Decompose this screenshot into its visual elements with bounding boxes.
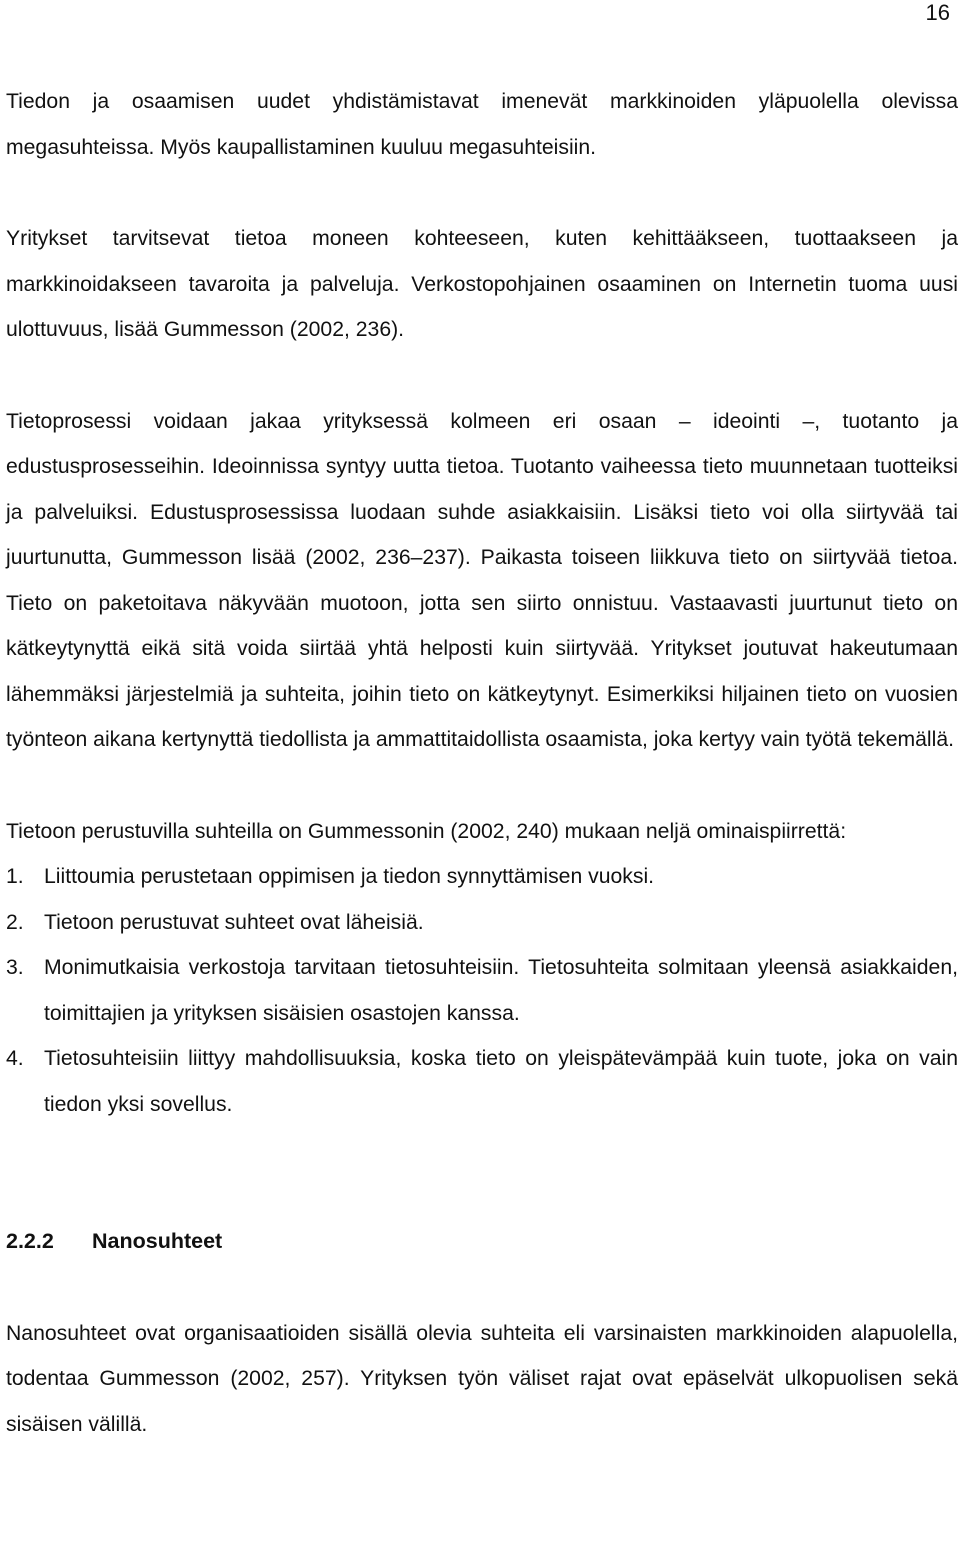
paragraph-gap	[6, 763, 958, 809]
page-number: 16	[925, 0, 950, 25]
list-item	[6, 945, 958, 1036]
list-item-number: 4.	[6, 1047, 24, 1070]
list-item-text: Liittoumia perustetaan oppimisen ja tiedon synnyttämisen vuoksi.	[44, 865, 655, 888]
paragraph-gap	[6, 1265, 958, 1311]
paragraph-ominaispiirteet-intro: Tietoon perustuvilla suhteilla on Gummessonin (2002, 240) mukaan neljä ominaispiirrettä:	[6, 819, 847, 843]
list-item-number: 3.	[6, 956, 24, 979]
section-gap	[6, 1127, 958, 1173]
section-title: Nanosuhteet	[92, 1229, 223, 1253]
list-item	[6, 900, 958, 946]
paragraph-nanosuhteet: Nanosuhteet ovat organisaatioiden sisällä olevia suhteita eli varsinaisten markkinoiden alapuolella, todentaa Gummesson (2002, 257). Yrityksen työn väliset rajat ovat epäselvät ulkopuolisen sekä sisäisen välillä.	[6, 1321, 958, 1436]
list-item-text: Tietoon perustuvat suhteet ovat läheisiä.	[44, 910, 424, 934]
list-item-number: 2.	[6, 910, 24, 934]
paragraph-tietoprosessi: Tietoprosessi voidaan jakaa yrityksessä kolmeen eri osaan – ideointi –, tuotanto ja edustusprosesseihin. Ideoinnissa syntyy uutta tietoa. Tuotanto vaiheessa tieto muunnetaan tuotteiksi ja palveluiksi. Edustusprosessissa luodaan suhde asiakkaisiin. Lisäksi tieto voi olla siirtyvää tai juurtunutta, Gummesson lisää (2002, 236–237). Paikasta toiseen liikkuva tieto on siirtyvää tietoa. Tieto on paketoitava näkyvään muotoon, jotta sen siirto onnistuu. Vastaavasti juurtunut tieto on kätkeytynyttä eikä sitä voida siirtää yhtä helposti kuin siirtyvää. Yritykset joutuvat hakeutumaan lähemmäksi järjestelmiä ja suhteita, joihin tieto on kätkeytynyt. Esimerkiksi hiljainen tieto on vuosien työnteon aikana kertynyttä tiedollista ja ammattitaidollista osaamista, joka kertyy vain työtä tekemällä.	[6, 409, 958, 751]
section-gap	[6, 1173, 958, 1219]
document-body	[6, 79, 958, 1447]
section-number: 2.2.2	[6, 1229, 54, 1253]
paragraph-tiedon-tarve: Yritykset tarvitsevat tietoa moneen kohteeseen, kuten kehittääkseen, tuottaakseen ja markkinoidakseen tavaroita ja palveluja. Verkostopohjainen osaaminen on Internetin tuoma uusi ulottuvuus, lisää Gummesson (2002, 236).	[6, 227, 958, 341]
list-item-text: Tietosuhteisiin liittyy mahdollisuuksia, koska tieto on yleispätevämpää kuin tuote, joka on vain tiedon yksi sovellus.	[44, 1047, 958, 1116]
section-heading	[6, 1219, 958, 1265]
paragraph-megasuhteet: Tiedon ja osaamisen uudet yhdistämistavat imenevät markkinoiden yläpuolella olevissa megasuhteissa. Myös kaupallistaminen kuuluu megasuhteisiin.	[6, 90, 958, 159]
list-item-text: Monimutkaisia verkostoja tarvitaan tietosuhteisiin. Tietosuhteita solmitaan yleensä asiakkaiden, toimittajien ja yrityksen sisäisien osastojen kanssa.	[44, 956, 958, 1025]
paragraph-gap	[6, 353, 958, 399]
list-item-number: 1.	[6, 865, 24, 888]
list-item	[6, 854, 958, 900]
list-item	[6, 1036, 958, 1127]
paragraph-gap	[6, 170, 958, 216]
